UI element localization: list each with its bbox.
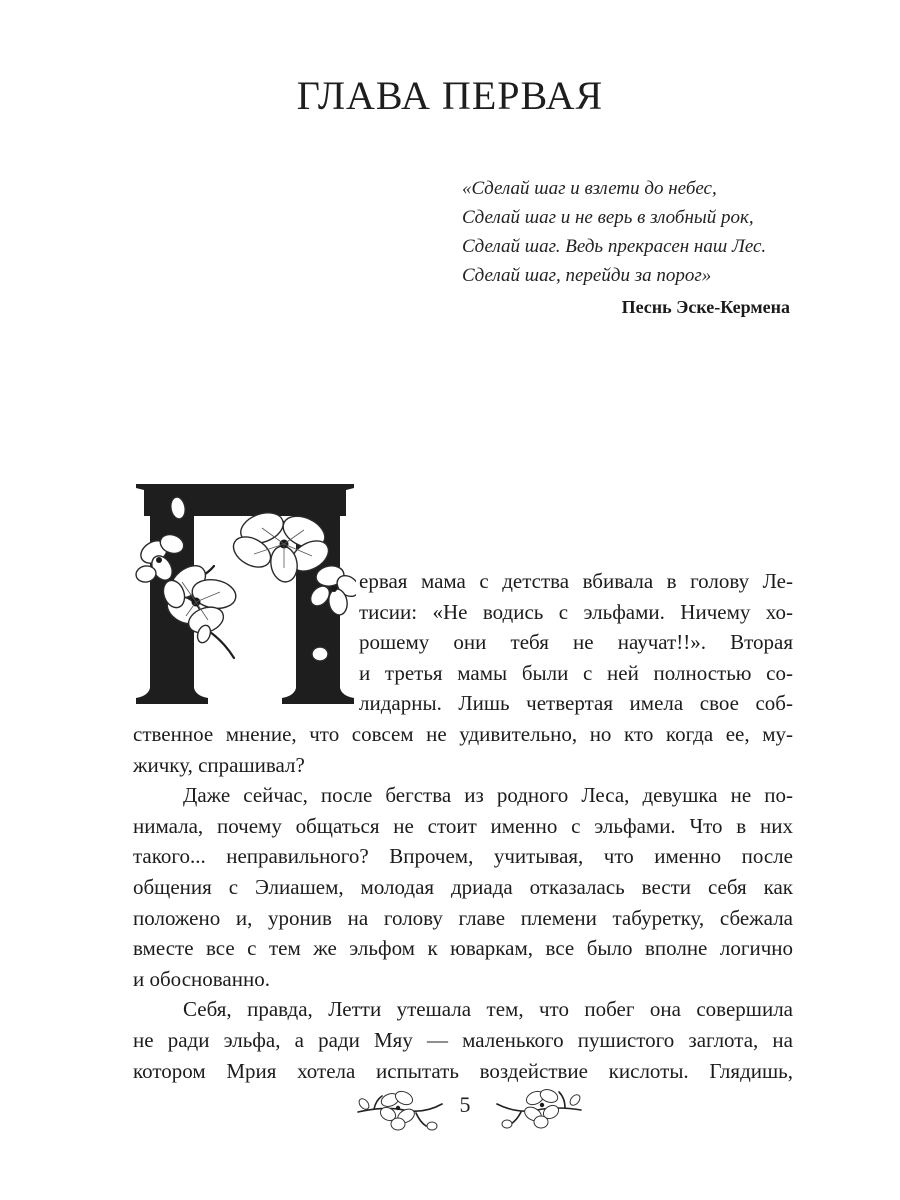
text-line: рошему они тебя не научат!!». Вторая [359,630,793,655]
epigraph-line: «Сделай шаг и взлети до небес, [462,178,717,199]
body-text [133,566,793,1086]
text-line: вместе все с тем же эльфом к юваркам, все было вполне логично [133,936,793,961]
magnolia-left-icon [354,1076,444,1136]
epigraph-line: Сделай шаг и не верь в злобный рок, [462,207,754,228]
epigraph-line: Сделай шаг, перейди за порог» [462,265,712,286]
text-line: ервая мама с детства вбивала в голову Ле- [359,569,793,593]
text-line: такого... неправильного? Впрочем, учитывая, что именно после [133,844,793,869]
epigraph-source: Песнь Эске-Кермена [621,297,790,317]
text-line: не ради эльфа, а ради Мяу — маленького пушистого заглота, на [133,1027,793,1052]
text-line: лидарны. Лишь четвертая имела свое соб- [359,691,793,716]
text-line: Даже сейчас, после бегства из родного Леса, девушка не по- [183,783,793,808]
text-line: и обоснованно. [133,966,270,991]
text-line: жичку, спрашивал? [133,752,305,777]
text-line: тисии: «Не водись с эльфами. Ничему хо- [359,599,793,624]
page-number: 5 [459,1092,471,1117]
chapter-title: ГЛАВА ПЕРВАЯ [296,73,604,118]
epigraph [462,174,802,290]
epigraph-line: Сделай шаг. Ведь прекрасен наш Лес. [462,236,767,257]
page-footer [0,1070,900,1140]
magnolia-right-icon [495,1074,585,1134]
text-line: нимала, почему общаться не стоит именно с эльфами. Что в них [133,813,793,838]
text-line: общения с Элиашем, молодая дриада отказалась вести себя как [133,874,793,899]
text-line: ственное мнение, что совсем не удивительно, но кто когда ее, му- [133,721,793,746]
text-line: и третья мамы были с ней полностью со- [359,660,793,685]
text-line: Себя, правда, Летти утешала тем, что побег она совершила [183,997,793,1022]
text-line: положено и, уронив на голову главе племени табуретку, сбежала [133,905,793,930]
text-line: котором Мрия хотела испытать воздействие кислоты. Глядишь, [133,1058,793,1083]
